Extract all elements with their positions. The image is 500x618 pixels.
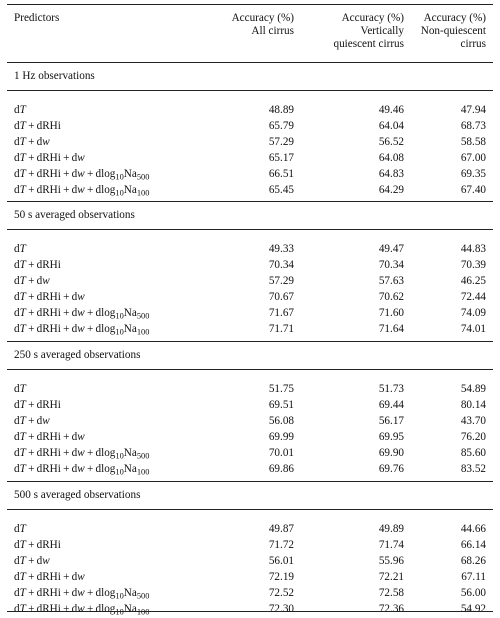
header-nonq-line2: Non-quiescent	[420, 25, 486, 37]
predictor-label: dT + dRHi + dw + $dlog_{10}Na_{100}$	[14, 184, 150, 198]
table-row	[12, 321, 488, 337]
table-row	[12, 601, 488, 617]
predictor-label: dT	[14, 104, 26, 116]
predictor-label: dT + dRHi	[14, 539, 61, 551]
table-row	[12, 397, 488, 413]
accuracy-non-quiescent-cirrus: 74.09	[460, 307, 486, 319]
accuracy-non-quiescent-cirrus: 58.58	[460, 136, 486, 148]
table-row	[12, 241, 488, 257]
section-title-rule	[7, 369, 493, 370]
section-title-rule	[7, 90, 493, 91]
accuracy-all-cirrus: 71.71	[268, 323, 294, 335]
table-top-rule	[7, 4, 493, 5]
section-title: 1 Hz observations	[14, 70, 95, 82]
accuracy-quiescent-cirrus: 69.90	[378, 447, 404, 459]
predictor-label: dT	[14, 523, 26, 535]
table-row	[12, 461, 488, 477]
section-rule	[7, 62, 493, 63]
accuracy-non-quiescent-cirrus: 47.94	[460, 104, 486, 116]
predictor-label: dT + dRHi + dw + $dlog_{10}Na_{100}$	[14, 323, 150, 337]
table-row	[12, 289, 488, 305]
accuracy-quiescent-cirrus: 71.74	[378, 539, 404, 551]
accuracy-non-quiescent-cirrus: 85.60	[460, 447, 486, 459]
table-row	[12, 150, 488, 166]
table-row	[12, 413, 488, 429]
header-nonq-line3: cirrus	[460, 38, 486, 50]
table-header	[12, 12, 488, 52]
header-all-cirrus	[192, 12, 294, 38]
predictor-label: dT + dRHi	[14, 399, 61, 411]
accuracy-non-quiescent-cirrus: 44.83	[460, 243, 486, 255]
accuracy-non-quiescent-cirrus: 66.14	[460, 539, 486, 551]
accuracy-quiescent-cirrus: 64.29	[378, 184, 404, 196]
predictor-label: dT + dRHi + dw	[14, 291, 85, 303]
accuracy-non-quiescent-cirrus: 80.14	[460, 399, 486, 411]
accuracy-all-cirrus: 69.99	[268, 431, 294, 443]
section-title: 250 s averaged observations	[14, 349, 141, 361]
table-row	[12, 521, 488, 537]
predictor-label: dT + dRHi + dw + $dlog_{10}Na_{500}$	[14, 587, 150, 601]
accuracy-all-cirrus: 51.75	[268, 383, 294, 395]
accuracy-non-quiescent-cirrus: 44.66	[460, 523, 486, 535]
accuracy-quiescent-cirrus: 69.76	[378, 463, 404, 475]
table-row	[12, 182, 488, 198]
accuracy-all-cirrus: 57.29	[268, 275, 294, 287]
accuracy-non-quiescent-cirrus: 70.39	[460, 259, 486, 271]
accuracy-non-quiescent-cirrus: 68.26	[460, 555, 486, 567]
accuracy-all-cirrus: 49.33	[268, 243, 294, 255]
header-quiescent-line2: Vertically	[360, 25, 404, 37]
header-quiescent-line1: Accuracy (%)	[341, 12, 404, 24]
table-row	[12, 429, 488, 445]
table-row	[12, 273, 488, 289]
predictor-label: dT + dRHi + dw	[14, 431, 85, 443]
accuracy-quiescent-cirrus: 72.58	[378, 587, 404, 599]
accuracy-non-quiescent-cirrus: 69.35	[460, 168, 486, 180]
accuracy-non-quiescent-cirrus: 67.00	[460, 152, 486, 164]
predictor-label: dT + dRHi + dw + $dlog_{10}Na_{500}$	[14, 307, 150, 321]
section-title: 500 s averaged observations	[14, 489, 141, 501]
accuracy-quiescent-cirrus: 56.52	[378, 136, 404, 148]
table-row	[12, 381, 488, 397]
accuracy-non-quiescent-cirrus: 67.40	[460, 184, 486, 196]
accuracy-non-quiescent-cirrus: 72.44	[460, 291, 486, 303]
accuracy-quiescent-cirrus: 64.08	[378, 152, 404, 164]
predictor-label: dT + dRHi + dw + $dlog_{10}Na_{500}$	[14, 447, 150, 461]
accuracy-all-cirrus: 56.01	[268, 555, 294, 567]
accuracy-quiescent-cirrus: 69.95	[378, 431, 404, 443]
predictor-label: dT + dw	[14, 555, 50, 567]
accuracy-quiescent-cirrus: 71.60	[378, 307, 404, 319]
accuracy-all-cirrus: 49.87	[268, 523, 294, 535]
accuracy-quiescent-cirrus: 51.73	[378, 383, 404, 395]
accuracy-all-cirrus: 70.34	[268, 259, 294, 271]
accuracy-all-cirrus: 66.51	[268, 168, 294, 180]
accuracy-all-cirrus: 70.01	[268, 447, 294, 459]
accuracy-non-quiescent-cirrus: 56.00	[460, 587, 486, 599]
accuracy-non-quiescent-cirrus: 74.01	[460, 323, 486, 335]
table-row	[12, 445, 488, 461]
section-rule	[7, 341, 493, 342]
accuracy-quiescent-cirrus: 64.83	[378, 168, 404, 180]
accuracy-quiescent-cirrus: 72.21	[378, 571, 404, 583]
table-row	[12, 166, 488, 182]
header-quiescent-line3: quiescent cirrus	[333, 38, 404, 50]
accuracy-all-cirrus: 72.30	[268, 603, 294, 615]
predictor-label: dT + dw	[14, 415, 50, 427]
table-row	[12, 585, 488, 601]
predictor-label: dT	[14, 243, 26, 255]
predictor-label: dT + dRHi + dw + $dlog_{10}Na_{100}$	[14, 463, 150, 477]
header-all-cirrus-line1: Accuracy (%)	[231, 12, 294, 24]
predictor-label: dT + dRHi + dw	[14, 571, 85, 583]
accuracy-non-quiescent-cirrus: 54.89	[460, 383, 486, 395]
accuracy-quiescent-cirrus: 56.17	[378, 415, 404, 427]
accuracy-quiescent-cirrus: 49.47	[378, 243, 404, 255]
table-row	[12, 118, 488, 134]
accuracy-non-quiescent-cirrus: 54.92	[460, 603, 486, 615]
table-row	[12, 134, 488, 150]
accuracy-all-cirrus: 65.17	[268, 152, 294, 164]
accuracy-all-cirrus: 57.29	[268, 136, 294, 148]
table-row	[12, 569, 488, 585]
section-rule	[7, 481, 493, 482]
table-row	[12, 553, 488, 569]
accuracy-quiescent-cirrus: 70.62	[378, 291, 404, 303]
section-title-rule	[7, 229, 493, 230]
accuracy-quiescent-cirrus: 49.89	[378, 523, 404, 535]
accuracy-all-cirrus: 71.67	[268, 307, 294, 319]
section-rule	[7, 201, 493, 202]
predictor-label: dT + dRHi + dw + $dlog_{10}Na_{500}$	[14, 168, 150, 182]
table-row	[12, 537, 488, 553]
header-quiescent-cirrus	[294, 12, 404, 51]
accuracy-all-cirrus: 72.52	[268, 587, 294, 599]
accuracy-non-quiescent-cirrus: 76.20	[460, 431, 486, 443]
accuracy-all-cirrus: 65.79	[268, 120, 294, 132]
accuracy-quiescent-cirrus: 70.34	[378, 259, 404, 271]
accuracy-all-cirrus: 72.19	[268, 571, 294, 583]
section-title: 50 s averaged observations	[14, 209, 135, 221]
accuracy-quiescent-cirrus: 69.44	[378, 399, 404, 411]
predictor-label: dT + dw	[14, 275, 50, 287]
predictor-label: dT + dRHi + dw	[14, 152, 85, 164]
accuracy-all-cirrus: 56.08	[268, 415, 294, 427]
predictor-label: dT + dRHi	[14, 259, 61, 271]
table-bottom-rule	[7, 611, 493, 612]
header-nonq-line1: Accuracy (%)	[423, 12, 486, 24]
accuracy-quiescent-cirrus: 55.96	[378, 555, 404, 567]
accuracy-non-quiescent-cirrus: 46.25	[460, 275, 486, 287]
accuracy-all-cirrus: 71.72	[268, 539, 294, 551]
accuracy-quiescent-cirrus: 57.63	[378, 275, 404, 287]
predictor-label: dT	[14, 383, 26, 395]
accuracy-non-quiescent-cirrus: 67.11	[461, 571, 486, 583]
table-row	[12, 257, 488, 273]
accuracy-quiescent-cirrus: 71.64	[378, 323, 404, 335]
table-row	[12, 102, 488, 118]
header-predictors: Predictors	[14, 12, 60, 24]
accuracy-all-cirrus: 65.45	[268, 184, 294, 196]
header-all-cirrus-line2: All cirrus	[251, 25, 294, 37]
section-title-rule	[7, 509, 493, 510]
accuracy-non-quiescent-cirrus: 43.70	[460, 415, 486, 427]
predictor-label: dT + dRHi + dw + $dlog_{10}Na_{100}$	[14, 603, 150, 617]
accuracy-all-cirrus: 69.51	[268, 399, 294, 411]
accuracy-quiescent-cirrus: 72.36	[378, 603, 404, 615]
accuracy-all-cirrus: 48.89	[268, 104, 294, 116]
predictor-label: dT + dw	[14, 136, 50, 148]
accuracy-all-cirrus: 69.86	[268, 463, 294, 475]
accuracy-non-quiescent-cirrus: 68.73	[460, 120, 486, 132]
accuracy-non-quiescent-cirrus: 83.52	[460, 463, 486, 475]
table-row	[12, 305, 488, 321]
accuracy-quiescent-cirrus: 64.04	[378, 120, 404, 132]
predictor-label: dT + dRHi	[14, 120, 61, 132]
accuracy-all-cirrus: 70.67	[268, 291, 294, 303]
header-non-quiescent-cirrus	[404, 12, 486, 51]
accuracy-quiescent-cirrus: 49.46	[378, 104, 404, 116]
